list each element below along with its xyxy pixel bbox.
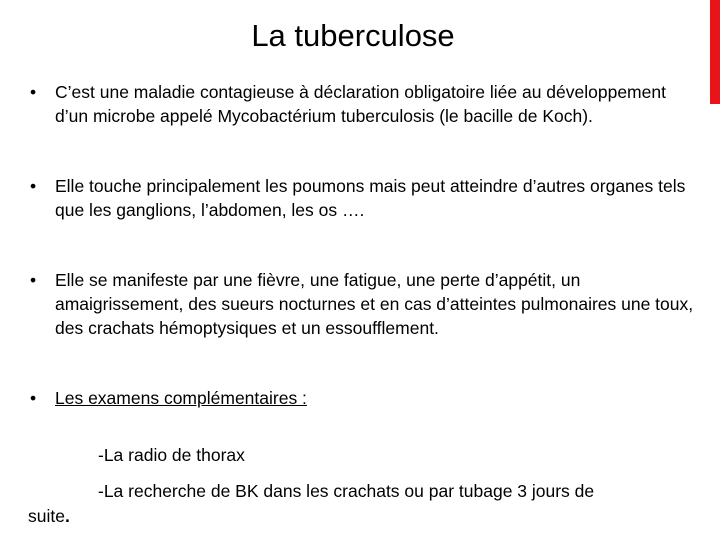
sub-item-continuation [28,504,70,528]
bullet-dot-icon: • [30,270,37,290]
exams-heading: Les examens complémentaires : [55,388,307,408]
bullet-item [30,268,700,340]
bullet-dot-icon: • [30,388,37,408]
bullet-text: Elle se manifeste par une fièvre, une fatigue, une perte d’appétit, un amaigrissement, des sueurs nocturnes et en cas d’atteintes pulmonaires une toux, des crachats hémoptysiques et un essoufflement. [55,270,694,338]
bullet-dot-icon: • [30,176,37,196]
continuation-period: . [64,506,70,526]
bullet-dot-icon: • [30,82,37,102]
continuation-text: suite [28,506,65,526]
bullet-list [30,80,700,410]
sub-item-bk-search: -La recherche de BK dans les crachats ou par tubage 3 jours de [98,481,595,501]
accent-bar [710,0,720,104]
bullet-text: Elle touche principalement les poumons mais peut atteindre d’autres organes tels que les ganglions, l’abdomen, les os …. [55,176,686,220]
bullet-item [30,80,700,128]
bullet-item [30,174,700,222]
sub-item-radio: -La radio de thorax [98,445,245,465]
slide-title: La tuberculose [251,18,455,53]
bullet-item [30,386,700,410]
bullet-text: C’est une maladie contagieuse à déclaration obligatoire liée au développement d’un microbe appelé Mycobactérium tuberculosis (le bacille de Koch). [55,82,666,126]
